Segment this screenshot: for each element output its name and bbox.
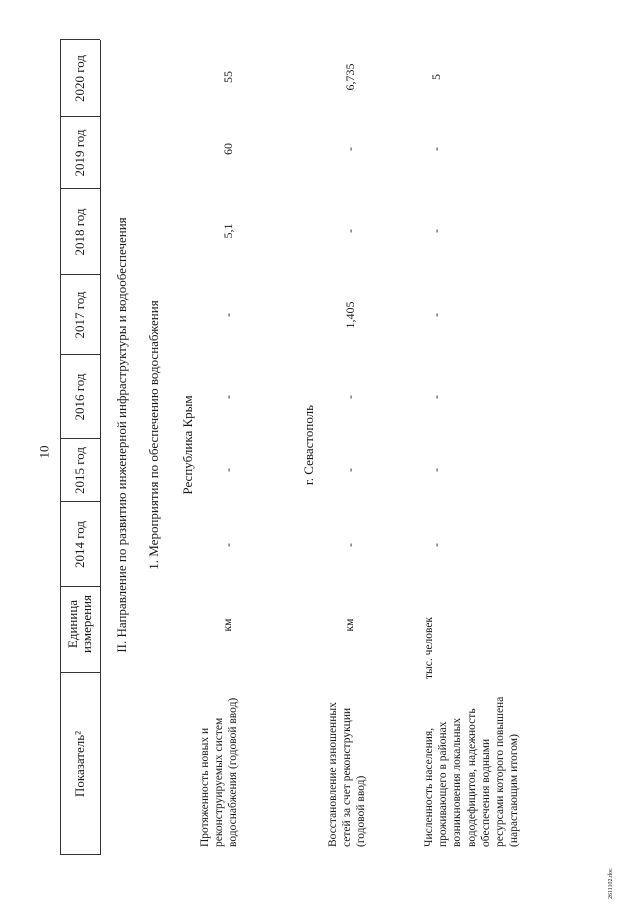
row-2-2016: -: [343, 395, 357, 399]
header-unit: Единица измерения: [65, 594, 94, 654]
row-3-2016: -: [429, 395, 443, 399]
row-1-2019: 60: [221, 143, 235, 155]
section-region-sevastopol: г. Севастополь: [301, 404, 316, 486]
header-year-2019: 2019 год: [72, 129, 87, 177]
row-1-2016: -: [221, 395, 235, 399]
header-year-2018: 2018 год: [72, 208, 87, 256]
header-year-2016: 2016 год: [72, 373, 87, 421]
row-3-indicator: Численность населения, проживающего в районах возникновения локальных вододефицитов, надежность обеспечения водными ресурсами которого повышена (нарастающим итогом): [423, 696, 521, 847]
row-1-2015: -: [221, 468, 235, 472]
row-3-unit: тыс. человек: [423, 616, 435, 680]
footer-file-name: 2611102.doc: [608, 868, 614, 899]
row-2-unit: км: [344, 618, 356, 632]
row-2-2017: 1,405: [343, 301, 357, 329]
row-2-2018: -: [343, 229, 357, 233]
section-region-crimea: Республика Крым: [180, 395, 195, 495]
row-3-2020: 5: [429, 74, 443, 80]
header-year-2020: 2020 год: [72, 55, 87, 102]
row-2-indicator: Восстановление изношенных сетей за счет реконструкции (годовой ввод): [327, 702, 368, 847]
header-indicator: Показатель²: [72, 730, 87, 798]
row-2-2019: -: [343, 147, 357, 151]
row-3-2019: -: [429, 147, 443, 151]
row-3-2018: -: [429, 229, 443, 233]
row-2-2020: 6,735: [343, 63, 357, 91]
table-header-bottom-border: [100, 40, 101, 855]
row-3-2017: -: [429, 313, 443, 317]
header-year-2017: 2017 год: [72, 291, 87, 339]
row-1-indicator: Протяженность новых и реконструируемых систем водоснабжения (годовой ввод): [199, 697, 240, 847]
section-measures: 1. Мероприятия по обеспечению водоснабжения: [146, 300, 161, 570]
row-3-2015: -: [429, 468, 443, 472]
row-3-2014: -: [429, 543, 443, 547]
row-1-unit: км: [222, 618, 234, 632]
row-2-2014: -: [343, 543, 357, 547]
row-2-2015: -: [343, 468, 357, 472]
row-1-2018: 5,1: [221, 223, 235, 239]
page-number: 10: [36, 445, 52, 459]
row-1-2017: -: [221, 313, 235, 317]
section-direction: II. Направление по развитию инженерной инфраструктуры и водообеспечения: [114, 217, 129, 653]
header-year-2015: 2015 год: [72, 447, 87, 494]
row-1-2014: -: [221, 543, 235, 547]
header-year-2014: 2014 год: [72, 521, 87, 568]
table-top-border: [60, 40, 61, 855]
row-1-2020: 55: [221, 71, 235, 83]
